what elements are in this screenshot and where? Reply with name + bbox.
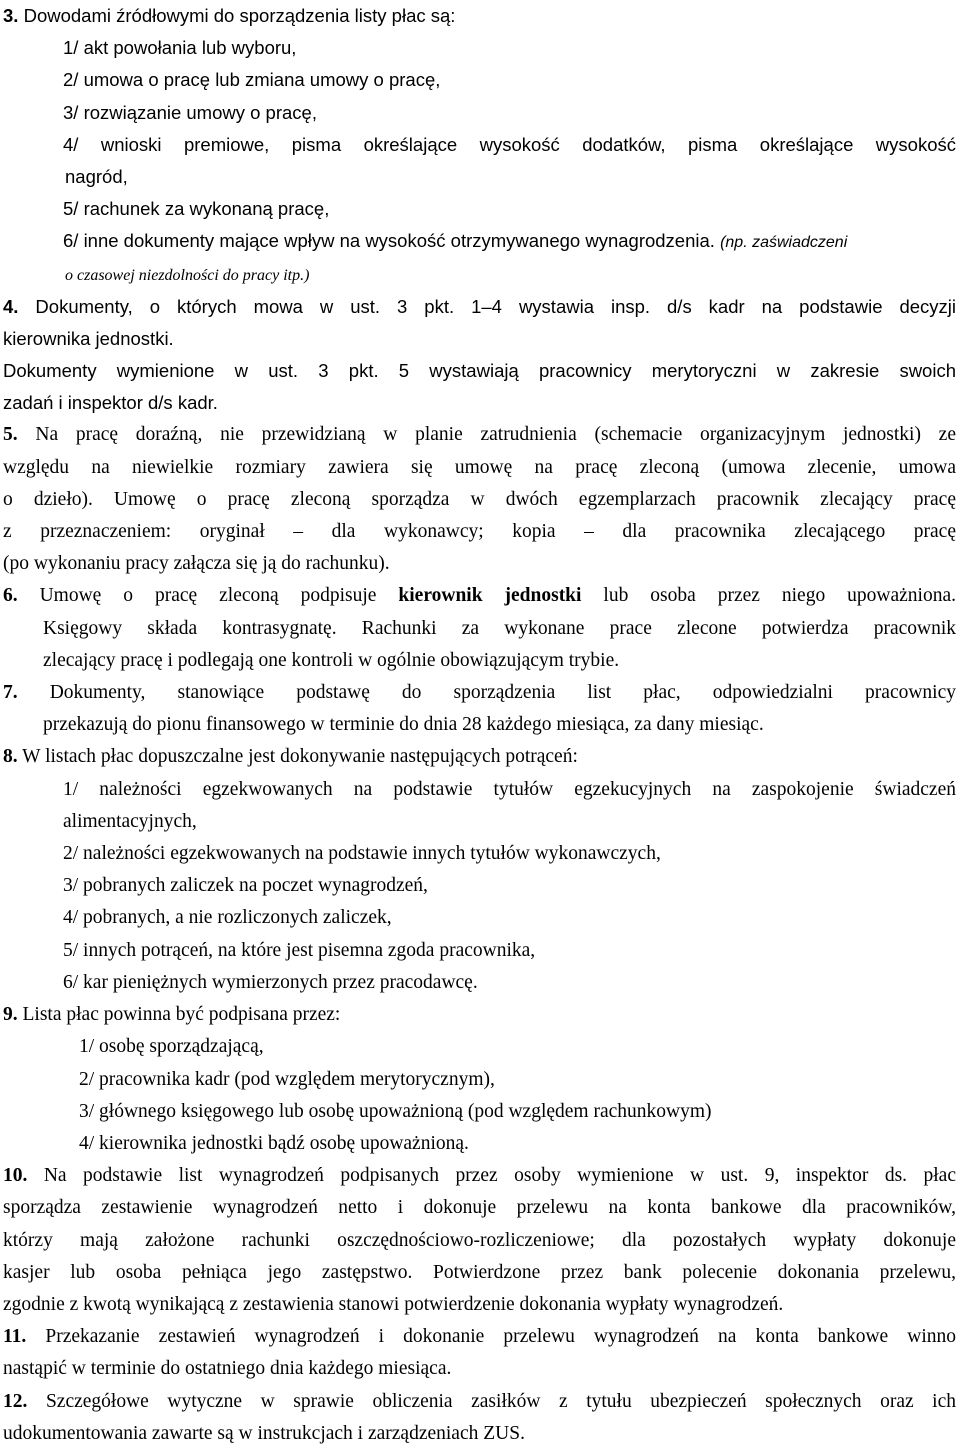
section-text: Lista płac powinna być podpisana przez: xyxy=(22,1004,341,1026)
section-text: Na podstawie list wynagrodzeń podpisanych przez osoby wymienione w ust. 9, inspektor ds. płac xyxy=(43,1165,956,1187)
section-number: 11. xyxy=(3,1326,27,1348)
section-10 xyxy=(3,1160,956,1321)
section-text: Dokumenty, stanowiące podstawę do sporządzenia list płac, odpowiedzialni pracownicy xyxy=(49,682,957,704)
paragraph-line: zlecający pracę i podlegają one kontroli w ogólnie obowiązującym trybie. xyxy=(43,649,620,671)
list-item: 4/ kierownika jednostki bądź osobę upoważnioną. xyxy=(79,1132,469,1154)
paragraph-line: o dzieło). Umowę o pracę zleconą sporządza w dwóch egzemplarzach pracownik zlecający pracę xyxy=(3,488,956,510)
section-number: 3. xyxy=(3,5,19,26)
section-text: Przekazanie zestawień wynagrodzeń i dokonanie przelewu wynagrodzeń na konta bankowe winno xyxy=(45,1326,957,1348)
paragraph-line: Księgowy składa kontrasygnatę. Rachunki za wykonane prace zlecone potwierdza pracownik xyxy=(43,617,956,639)
paragraph-line: zgodnie z kwotą wynikającą z zestawienia stanowi potwierdzenie dokonania wypłaty wynagrodzeń. xyxy=(3,1293,784,1315)
section-text: lub osoba przez niego upoważniona. xyxy=(603,585,956,607)
list-item: 2/ należności egzekwowanych na podstawie innych tytułów wykonawczych, xyxy=(63,843,661,865)
list-item: 2/ umowa o pracę lub zmiana umowy o pracę, xyxy=(63,69,441,91)
section-number: 10. xyxy=(3,1165,28,1187)
list-item-note: o czasowej niezdolności do pracy itp.) xyxy=(65,266,310,284)
paragraph-line xyxy=(3,1160,956,1192)
paragraph-line: Dokumenty wymienione w ust. 3 pkt. 5 wystawiają pracownicy merytoryczni w zakresie swoich xyxy=(3,360,956,382)
paragraph-line: przekazują do pionu finansowego w terminie do dnia 28 każdego miesiąca, za dany miesiąc. xyxy=(43,714,764,736)
list-item: 2/ pracownika kadr (pod względem merytorycznym), xyxy=(79,1068,495,1090)
section-3-heading xyxy=(3,0,956,32)
section-5 xyxy=(3,419,956,580)
section-number: 5. xyxy=(3,424,18,446)
emphasis-text: kierownik jednostki xyxy=(398,585,582,607)
paragraph-line xyxy=(3,1386,956,1418)
list-item-note: (np. zaświadczeni xyxy=(720,234,848,252)
paragraph-line xyxy=(3,291,956,323)
section-number: 9. xyxy=(3,1004,18,1026)
section-number: 4. xyxy=(3,295,19,317)
paragraph-line: sporządza zestawienie wynagrodzeń netto i dokonuje przelewu na konta bankowe dla pracowników, xyxy=(3,1197,956,1219)
list-item xyxy=(3,225,956,259)
paragraph-line: którzy mają założone rachunki oszczędnościowo-rozliczeniowe; dla pozostałych wypłaty dokonuje xyxy=(3,1229,956,1251)
section-11 xyxy=(3,1321,956,1385)
section-number: 8. xyxy=(3,746,18,768)
list-item-text: 6/ inne dokumenty mające wpływ na wysokość otrzymywanego wynagrodzenia. xyxy=(63,230,715,252)
section-text: Dokumenty, o których mowa w ust. 3 pkt. 1–4 wystawia insp. d/s kadr na podstawie decyzji xyxy=(35,295,957,317)
paragraph-line: z przeznaczeniem: oryginał – dla wykonawcy; kopia – dla pracownika zlecającego pracę xyxy=(3,521,956,543)
list-item-note-cont xyxy=(3,260,956,291)
paragraph-line: (po wykonaniu pracy załącza się ją do rachunku). xyxy=(3,553,390,575)
section-8 xyxy=(3,741,956,999)
section-text: Na pracę doraźną, nie przewidzianą w planie zatrudnienia (schemacie organizacyjnym jednostki) ze xyxy=(35,424,956,446)
section-number: 12. xyxy=(3,1390,28,1412)
paragraph-line: kasjer lub osoba pełniąca jego zastępstwo. Potwierdzone przez bank polecenie dokonania przelewu, xyxy=(3,1261,956,1283)
paragraph-line: nastąpić w terminie do ostatniego dnia każdego miesiąca. xyxy=(3,1358,452,1380)
section-text: Szczegółowe wytyczne w sprawie obliczenia zasiłków z tytułu ubezpieczeń społecznych oraz ich xyxy=(45,1390,957,1412)
section-text: Umowę o pracę zleconą podpisuje xyxy=(39,585,377,607)
list-item: 1/ osobę sporządzającą, xyxy=(79,1036,264,1058)
section-6 xyxy=(3,580,956,677)
list-item: 5/ rachunek za wykonaną pracę, xyxy=(63,198,330,220)
section-4 xyxy=(3,291,956,420)
section-7 xyxy=(3,677,956,741)
paragraph-line xyxy=(3,419,956,451)
list-item: 3/ rozwiązanie umowy o pracę, xyxy=(63,101,317,123)
list-item: 3/ pobranych zaliczek na poczet wynagrodzeń, xyxy=(63,875,428,897)
list-item: 1/ akt powołania lub wyboru, xyxy=(63,37,297,59)
section-3 xyxy=(3,0,956,291)
paragraph-line: kierownika jednostki. xyxy=(3,327,174,349)
paragraph-line: udokumentowania zawarte są w instrukcjach i zarządzeniach ZUS. xyxy=(3,1422,525,1444)
section-9-heading xyxy=(3,999,956,1031)
section-text: W listach płac dopuszczalne jest dokonywanie następujących potrąceń: xyxy=(22,746,578,768)
list-item: 3/ głównego księgowego lub osobę upoważnioną (pod względem rachunkowym) xyxy=(79,1100,712,1122)
section-8-heading xyxy=(3,741,956,773)
section-number: 7. xyxy=(3,682,18,704)
paragraph-line: względu na niewielkie rozmiary zawiera się umowę na pracę zleconą (umowa zlecenie, umowa xyxy=(3,456,956,478)
paragraph-line xyxy=(3,677,956,709)
paragraph-line: zadań i inspektor d/s kadr. xyxy=(3,392,218,414)
list-item: 1/ należności egzekwowanych na podstawie tytułów egzekucyjnych na zaspokojenie świadczeń xyxy=(63,778,956,800)
section-12 xyxy=(3,1386,956,1450)
section-text: Dowodami źródłowymi do sporządzenia listy płac są: xyxy=(23,5,456,26)
list-item: nagród, xyxy=(65,166,128,188)
list-item: 6/ kar pieniężnych wymierzonych przez pracodawcę. xyxy=(63,971,478,993)
list-item: 5/ innych potrąceń, na które jest pisemna zgoda pracownika, xyxy=(63,939,536,961)
list-item: 4/ wnioski premiowe, pisma określające wysokość dodatków, pisma określające wysokość xyxy=(63,133,956,155)
list-item: alimentacyjnych, xyxy=(63,810,197,832)
paragraph-line xyxy=(3,580,956,612)
list-item: 4/ pobranych, a nie rozliczonych zaliczek, xyxy=(63,907,392,929)
section-9 xyxy=(3,999,956,1160)
section-number: 6. xyxy=(3,585,18,607)
paragraph-line xyxy=(3,1321,956,1353)
